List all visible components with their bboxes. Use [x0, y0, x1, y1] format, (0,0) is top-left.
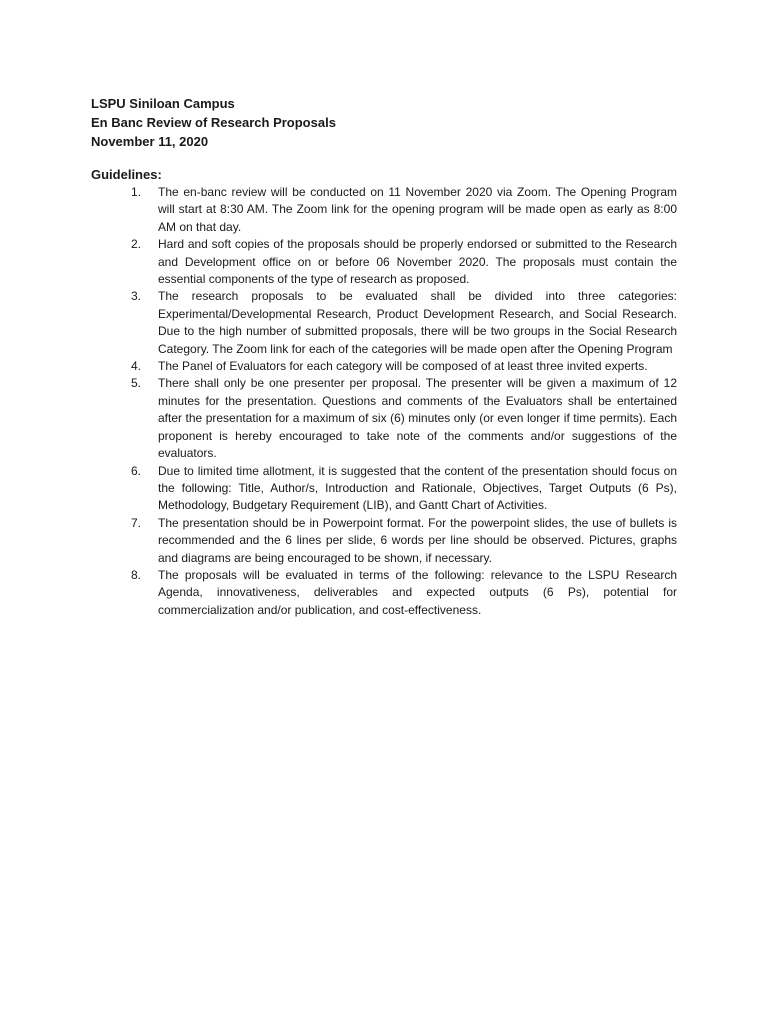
guideline-text: There shall only be one presenter per proposal. The presenter will be given a maximum of 12 minutes for the presentation. Questions and comments of the Evaluators shall be entertained after the presentation for a maximum of six (6) minutes only (or even longer if time permits). Each proponent is hereby encouraged to take note of the comments and/or suggestions of the evaluators. [158, 376, 677, 461]
document-title: En Banc Review of Research Proposals [91, 115, 336, 130]
guideline-text: Hard and soft copies of the proposals should be properly endorsed or submitted to the Research and Development office on or before 06 November 2020. The proposals must contain the essential components of the type of research as proposed. [158, 237, 677, 287]
guideline-item-3 [131, 288, 677, 358]
document-header [91, 94, 691, 151]
guideline-text: The research proposals to be evaluated shall be divided into three categories: Experimental/Developmental Research, Product Development Research, and Social Research. Due to the high number of submitted proposals, there will be two groups in the Social Research Category. The Zoom link for each of the categories will be made open after the Opening Program [158, 289, 677, 356]
guidelines-heading: Guidelines: [91, 167, 162, 182]
guideline-number: 6. [131, 463, 142, 478]
guideline-item-1 [131, 184, 677, 236]
guideline-number: 3. [131, 289, 142, 304]
guideline-number: 2. [131, 237, 142, 252]
guideline-text: The en-banc review will be conducted on 11 November 2020 via Zoom. The Opening Program will start at 8:30 AM. The Zoom link for the opening program will be made open as early as 8:00 AM on that day. [158, 185, 677, 234]
guideline-item-7 [131, 515, 677, 567]
guideline-text: The proposals will be evaluated in terms of the following: relevance to the LSPU Research Agenda, innovativeness, deliverables and expected outputs (6 Ps), potential for commercialization and/or publication, and cost-effectiveness. [158, 567, 677, 617]
guideline-item-2 [131, 236, 677, 288]
guideline-number: 5. [131, 376, 142, 391]
guideline-text: The presentation should be in Powerpoint format. For the powerpoint slides, the use of bullets is recommended and the 6 lines per slide, 6 words per line should be observed. Pictures, graphs and diagrams are being encouraged to be shown, if necessary. [158, 515, 677, 565]
guideline-item-6 [131, 463, 677, 515]
guideline-number: 8. [131, 567, 142, 582]
guidelines-list [131, 184, 677, 619]
guideline-item-8 [131, 567, 677, 619]
guideline-number: 1. [131, 185, 142, 199]
guideline-item-4 [131, 358, 677, 375]
guideline-number: 4. [131, 359, 142, 374]
campus-name: LSPU Siniloan Campus [91, 96, 235, 111]
document-date: November 11, 2020 [91, 134, 209, 149]
guideline-text: The Panel of Evaluators for each category will be composed of at least three invited experts. [158, 359, 648, 374]
guideline-item-5 [131, 375, 677, 462]
guideline-text: Due to limited time allotment, it is suggested that the content of the presentation should focus on the following: Title, Author/s, Introduction and Rationale, Objectives, Target Outputs (6 Ps), Methodology, Budgetary Requirement (LIB), and Gantt Chart of Activities. [158, 463, 677, 513]
guideline-number: 7. [131, 515, 142, 530]
